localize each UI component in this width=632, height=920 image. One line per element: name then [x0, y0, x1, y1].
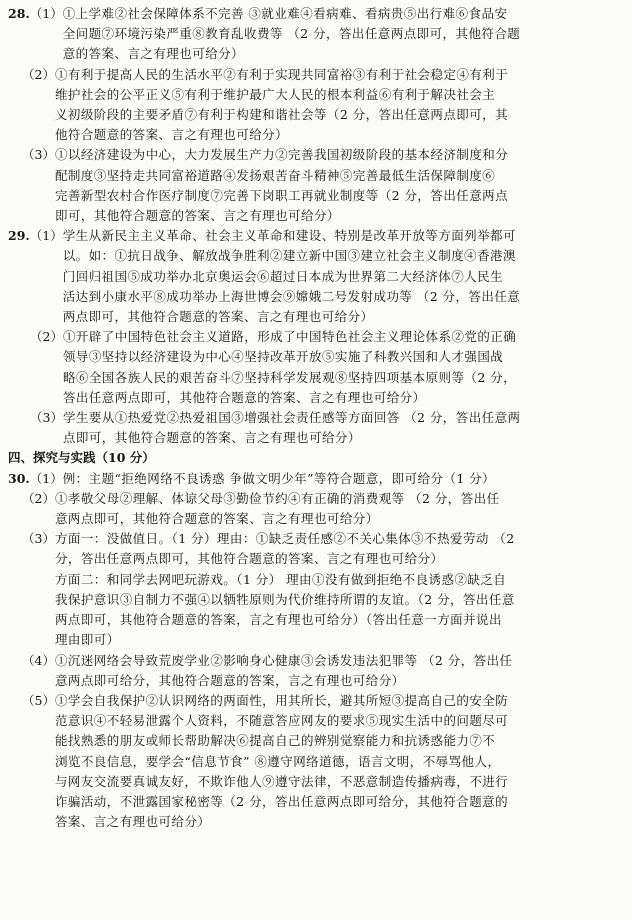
text-line: 维护社会的公平正义⑤有利于维护最广大人民的根本利益⑥有利于解决社会主 [54, 86, 496, 102]
text-line: 与网友交流要真诚友好，不欺诈他人⑨遵守法律，不恶意制造传播病毒，不进行 [54, 773, 509, 789]
question-28-part-2 [8, 65, 622, 146]
text-line: 义初级阶段的主要矛盾⑦有利于构建和谐社会等（2 分，答出任意两点即可，其 [54, 107, 509, 123]
text-line: 活达到小康水平⑧成功举办上海世博会⑨嫦娥二号发射成功等 （2 分，答出任意 [62, 288, 521, 304]
text-line: 学生从新民主主义革命、社会主义革命和建设、特别是改革开放等方面列举都可 [62, 228, 516, 244]
part-label: （2） [22, 66, 55, 82]
part-label: （1） [29, 6, 63, 21]
part-label: （2） [22, 490, 55, 506]
answer-text [63, 408, 622, 448]
text-line: 学生要从①热爱党②热爱祖国③增强社会责任感等方面回答 （2 分，答出任意两 [62, 410, 521, 426]
text-line: ①孝敬父母②理解、体谅父母③勤俭节约④有正确的消费观等 （2 分，答出任 [54, 490, 500, 506]
text-line: ①沉迷网络会导致荒废学业②影响身心健康③会诱发违法犯罪等 （2 分，答出任 [54, 652, 513, 668]
text-line: 浏览不良信息，要学会“信息节食” ⑧遵守网络道德，语言文明，不辱骂他人， [54, 753, 501, 769]
text-line: 答案、言之有理也可给分） [54, 814, 211, 830]
answer-text [55, 529, 622, 650]
text-line: 领导③坚持以经济建设为中心④坚持改革开放⑤实施了科教兴国和人才强国战 [62, 349, 504, 365]
text-line: 两点即可，其他符合题意的答案，言之有理也可给分）（答出任意一方面并说出 [54, 612, 502, 628]
text-line: ①上学难②社会保障体系不完善 ③就业难④看病难、看病贵⑤出行难⑥食品安 [62, 6, 508, 21]
part-label: （4） [22, 652, 55, 668]
answer-text [63, 327, 622, 408]
text-line: ①学会自我保护②认识网络的两面性，用其所长，避其所短③提高自己的安全防 [54, 692, 509, 708]
question-29-part-2 [8, 327, 622, 408]
text-line: 分，答出任意两点即可，其他符合题意的答案、言之有理也可给分） [54, 551, 444, 567]
text-line: 意两点即可给分，其他符合题意的答案，言之有理也可给分） [54, 672, 405, 688]
part-label: （2） [30, 329, 63, 345]
question-30 [8, 469, 622, 489]
part-label: （3） [30, 410, 63, 426]
answer-text [63, 4, 622, 65]
text-line: 配制度③坚持走共同富裕道路④发扬艰苦奋斗精神⑤完善最低生活保障制度⑥ [54, 167, 496, 183]
answer-text [63, 226, 622, 327]
text-line: 门回归祖国⑤成功举办北京奥运会⑥超过日本成为世界第二大经济体⑦人民生 [62, 268, 504, 284]
text-line: ①以经济建设为中心，大力发展生产力②完善我国初级阶段的基本经济制度和分 [54, 147, 509, 163]
answer-text [55, 691, 622, 832]
text-line: 我保护意识③自制力不强④以牺牲原则为代价维持所谓的友谊。（2 分，答出任意 [54, 591, 515, 607]
text-line: 例：主题“拒绝网络不良诱惑 争做文明少年”等符合题意，即可给分（1 分） [62, 470, 496, 486]
text-line: 诈骗活动，不泄露国家秘密等（2 分，答出任意两点即可给分，其他符合题意的 [54, 793, 509, 809]
question-29 [8, 226, 622, 327]
part-label: （5） [22, 692, 55, 708]
question-30-part-2 [8, 489, 622, 529]
part-label: （3） [22, 531, 55, 547]
text-line: ①开辟了中国特色社会主义道路，形成了中国特色社会主义理论体系②党的正确 [62, 329, 517, 345]
text-line: 他符合题意的答案、言之有理也可给分） [54, 127, 289, 143]
question-30-part-3 [8, 529, 622, 650]
text-line: 以。如：①抗日战争、解放战争胜利②建立新中国③建立社会主义制度④香港澳 [62, 248, 516, 264]
question-28 [8, 4, 622, 65]
question-number: 30. [8, 470, 30, 486]
part-label: （3） [22, 147, 55, 163]
text-line: 完善新型农村合作医疗制度⑦完善下岗职工再就业制度等（2 分，答出任意两点 [54, 187, 509, 203]
text-line: 能找熟悉的朋友或师长帮助解决⑥提高自己的辨别觉察能力和抗诱惑能力⑦不 [54, 733, 496, 749]
question-29-part-3 [8, 408, 622, 448]
answer-text [63, 469, 622, 489]
part-label: （1） [29, 470, 63, 486]
question-30-part-5 [8, 691, 622, 832]
answer-text [55, 145, 622, 226]
answer-text [55, 489, 622, 529]
text-line: 方面二：和同学去网吧玩游戏。（1 分） 理由①没有做到拒绝不良诱惑②缺乏自 [54, 571, 507, 587]
part-label: （1） [29, 228, 63, 244]
question-number: 28. [8, 6, 30, 21]
text-line: 理由即可） [54, 632, 120, 648]
text-line: 意两点即可，其他符合题意的答案、言之有理也可给分） [54, 511, 379, 527]
text-line: 略⑥全国各族人民的艰苦奋斗⑦坚持科学发展观⑧坚持四项基本原则等（2 分， [62, 369, 517, 385]
text-line: 答出任意两点即可，其他符合题意的答案、言之有理也可给分） [62, 389, 426, 405]
question-number: 29. [8, 228, 30, 244]
question-28-part-3 [8, 145, 622, 226]
answer-text [55, 65, 622, 146]
text-line: 方面一：没做值日。（1 分）理由：①缺乏责任感②不关心集体③不热爱劳动 （2 [54, 531, 515, 547]
text-line: 范意识④不轻易泄露个人资料，不随意答应网友的要求⑤现实生活中的问题尽可 [54, 713, 509, 729]
section-heading: 四、探究与实践（10 分） [8, 450, 155, 466]
answer-text [55, 651, 622, 691]
question-30-part-4 [8, 651, 622, 691]
text-line: 两点即可，其他符合题意的答案、言之有理也可给分） [62, 309, 374, 325]
text-line: 意的答案、言之有理也可给分） [62, 46, 245, 62]
text-line: 全问题⑦环境污染严重⑧教育乱收费等 （2 分，答出任意两点即可，其他符合题 [62, 26, 521, 42]
text-line: 点即可，其他符合题意的答案、言之有理也可给分） [62, 430, 361, 446]
text-line: ①有利于提高人民的生活水平②有利于实现共同富裕③有利于社会稳定④有利于 [54, 66, 509, 82]
text-line: 即可，其他符合题意的答案、言之有理也可给分） [54, 208, 340, 224]
